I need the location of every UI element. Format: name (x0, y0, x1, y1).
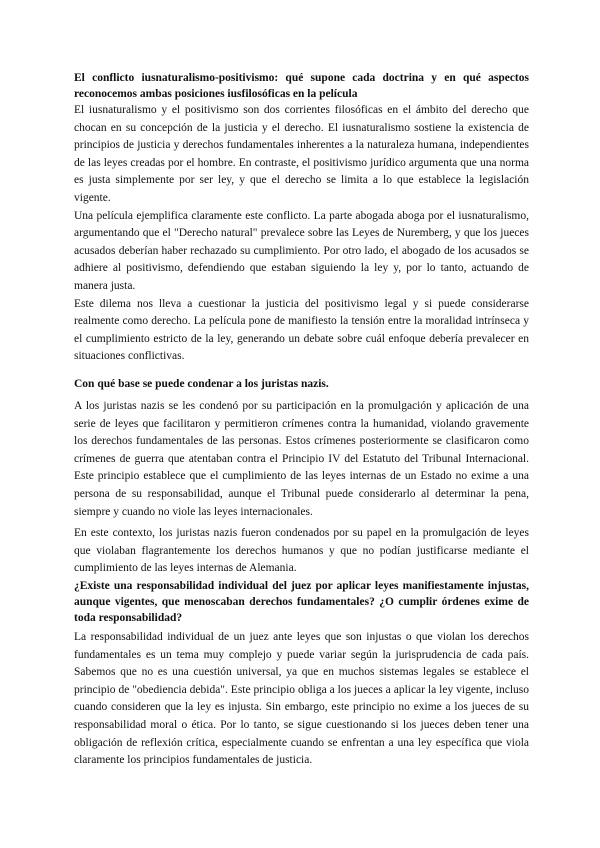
section-iusnaturalismo-positivismo (74, 70, 529, 366)
paragraph: Este dilema nos lleva a cuestionar la justicia del positivismo legal y si puede considerarse realmente como derecho. La película pone de manifiesto la tensión entre la moralidad intrínseca y el cumplimiento estricto de la ley, generando un debate sobre cuál enfoque debería prevalecer en situaciones conflictivas. (74, 297, 529, 363)
section-condena-juristas-nazis (74, 376, 529, 578)
section-heading: El conflicto iusnaturalismo-positivismo: qué supone cada doctrina y en qué aspectos reconocemos ambas posiciones iusfilosóficas en la película (74, 72, 529, 100)
paragraph: El iusnaturalismo y el positivismo son dos corrientes filosóficas en el ámbito del derecho que chocan en su concepción de la justicia y el derecho. El iusnaturalismo sostiene la existencia de principios de justicia y derechos fundamentales inherentes a la naturaleza humana, independientes de las leyes creadas por el hombre. En contraste, el positivismo jurídico argumenta que una norma es justa simplemente por ser ley, y que el derecho se limita a lo que establece la legislación vigente. (74, 104, 529, 204)
section-heading: ¿Existe una responsabilidad individual del juez por aplicar leyes manifiestamente injustas, aunque vigentes, que menoscaban derechos fundamentales? ¿O cumplir órdenes exime de toda responsabilidad? (74, 580, 529, 624)
paragraph: Una película ejemplifica claramente este conflicto. La parte abogada aboga por el iusnaturalismo, argumentando que el "Derecho natural" prevalece sobre las Leyes de Nuremberg, y que los jueces acusados deberían haber rechazado su cumplimiento. Por otro lado, el abogado de los acusados se adhiere al positivismo, defendiendo que estaban siguiendo la ley y, por lo tanto, actuando de manera justa. (74, 209, 529, 292)
section-heading: Con qué base se puede condenar a los juristas nazis. (74, 378, 329, 390)
paragraph: La responsabilidad individual de un juez ante leyes que son injustas o que violan los derechos fundamentales es un tema muy complejo y puede variar según la jurisprudencia de cada país. Sabemos que no es una cuestión universal, ya que en muchos sistemas legales se establece el principio de "obediencia debida". Este principio obliga a los jueces a aplicar la ley vigente, incluso cuando consideren que la ley es injusta. Sin embargo, este principio no exime a los jueces de su responsabilidad moral o ética. Por lo tanto, se sigue cuestionando si los jueces deben tener una obligación de reflexión crítica, especialmente cuando se enfrentan a una ley específica que viola claramente los principios fundamentales de justicia. (74, 631, 529, 767)
paragraph: A los juristas nazis se les condenó por su participación en la promulgación y aplicación de una serie de leyes que facilitaron y permitieron crímenes contra la humanidad, violando gravemente los derechos fundamentales de las personas. Estos crímenes posteriormente se clasificaron como crímenes de guerra que atentaban contra el Principio IV del Estatuto del Tribunal Internacional. Este principio establece que el cumplimiento de las leyes internas de un Estado no exime a una persona de su responsabilidad, aunque el Tribunal puede considerarlo al determinar la pena, siempre y cuando no viole las leyes internacionales. (74, 400, 529, 518)
section-responsabilidad-juez (74, 578, 529, 770)
paragraph: En este contexto, los juristas nazis fueron condenados por su papel en la promulgación de leyes que violaban flagrantemente los derechos humanos y que no podían justificarse mediante el cumplimiento de las leyes internas de Alemania. (74, 527, 529, 575)
